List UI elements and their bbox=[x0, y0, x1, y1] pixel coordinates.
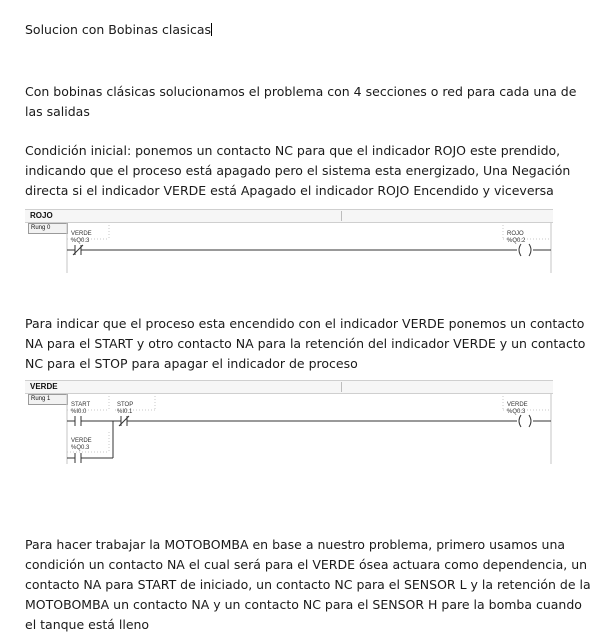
intro-paragraph: Con bobinas clásicas solucionamos el problema con 4 secciones o red para cada una de las salidas bbox=[25, 84, 577, 119]
rung-label: Rung 1 bbox=[28, 394, 68, 405]
verde-paragraph: Para indicar que el proceso esta encendido con el indicador VERDE ponemos un contacto NA para el START y otro contacto NA para la retención del indicador VERDE y un contacto NC para el STOP para apagar el indicador de proceso bbox=[25, 316, 586, 371]
network-title: ROJO bbox=[30, 211, 53, 220]
nc-contact-verde bbox=[67, 245, 517, 255]
contact-stop-name: STOP bbox=[117, 402, 134, 408]
rung-graphic bbox=[25, 380, 553, 464]
rung-label: Rung 0 bbox=[28, 223, 68, 234]
coil-verde bbox=[519, 415, 551, 427]
text-cursor bbox=[211, 23, 212, 36]
contact-start-addr: %I0.0 bbox=[71, 409, 87, 415]
coil-rojo-addr: %Q0.2 bbox=[507, 238, 526, 244]
motobomba-paragraph: Para hacer trabajar la MOTOBOMBA en base a nuestro problema, primero usamos una condición un contacto NA el cual será para el VERDE ósea actuara como dependencia, un contacto NA para START de iniciado, un contacto NC para el SENSOR L y la retención de la MOTOBOMBA un contacto NA y un contacto NC para el SENSOR H pare la bomba cuando el tanque está lleno bbox=[25, 537, 591, 632]
coil-verde-name: VERDE bbox=[507, 402, 528, 408]
network-title: VERDE bbox=[30, 382, 58, 391]
contact-hold-addr: %Q0.3 bbox=[71, 445, 90, 451]
nc-contact-stop bbox=[119, 416, 517, 426]
condicion-inicial-paragraph: Condición inicial: ponemos un contacto NC para que el indicador ROJO este prendido, indicando que el proceso está apagado pero el sistema esta energizado, Una Negación directa si el indicador VERDE está Apagado el indicador ROJO Encendido y viceversa bbox=[25, 143, 571, 198]
contact-start-name: START bbox=[71, 402, 91, 408]
contact-verde-name: VERDE bbox=[71, 231, 92, 237]
contact-stop-addr: %I0.1 bbox=[117, 409, 133, 415]
contact-hold-name: VERDE bbox=[71, 438, 92, 444]
document-title: Solucion con Bobinas clasicas bbox=[25, 22, 212, 37]
coil-rojo bbox=[519, 244, 551, 256]
coil-rojo-name: ROJO bbox=[507, 231, 524, 237]
contact-verde-addr: %Q0.3 bbox=[71, 238, 90, 244]
rung-graphic bbox=[25, 209, 553, 273]
coil-verde-addr: %Q0.3 bbox=[507, 409, 526, 415]
ladder-diagram-rojo bbox=[25, 209, 553, 273]
ladder-diagram-verde bbox=[25, 380, 553, 464]
